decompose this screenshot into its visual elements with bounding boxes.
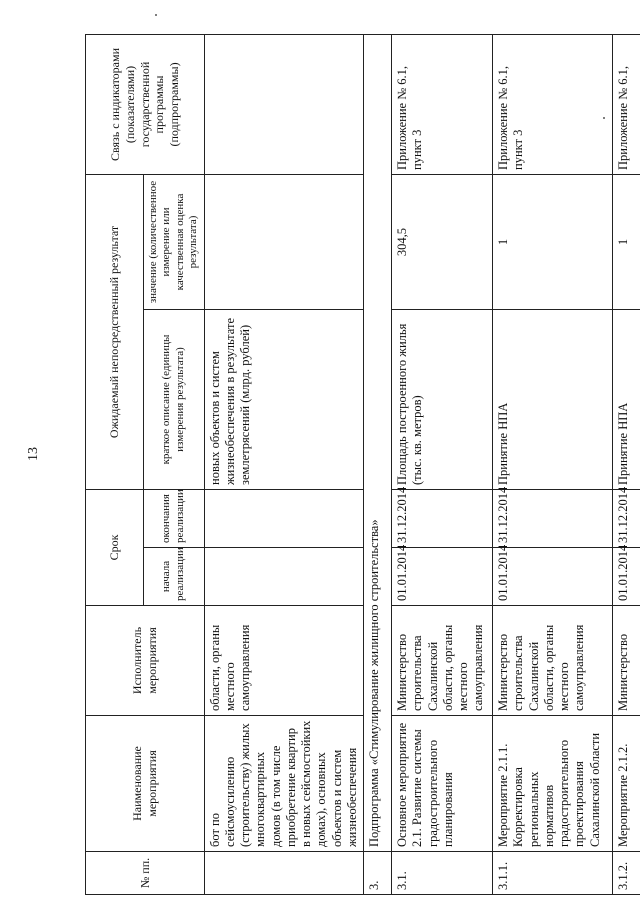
rotated-table-area xyxy=(85,35,630,895)
cell-result-short: новых объектов и систем жизнеобеспечения в результате землетрясений (млрд. рублей) xyxy=(204,310,364,490)
cell-executor: Министерство строительства Сахалинской области, органы местного самоуправления xyxy=(493,606,613,716)
table-row xyxy=(392,34,493,894)
cell-name: бот по сейсмоусилению (строительству) жилых многоквартирных домов (в том числе приобретение квартир в новых сейсмостойких домах), основных объектов и систем жизнеобеспечения xyxy=(204,716,364,852)
section-row xyxy=(364,34,392,894)
table-row xyxy=(613,34,640,894)
table-row xyxy=(493,34,613,894)
cell-name: Мероприятие 2.1.1. Корректировка региональных нормативов градостроительного проектирования Сахалинской области xyxy=(493,716,613,852)
cell-result-value: 304,5 xyxy=(392,174,493,309)
header-term-start: начала реализации xyxy=(144,548,205,606)
cell-result-short: Принятие НПА xyxy=(493,310,613,490)
header-term: Срок xyxy=(86,490,144,606)
cell-link xyxy=(204,34,364,174)
header-result-value: значение (количественное измерение или качественная оценка результата) xyxy=(144,174,205,309)
cell-start: 01.01.2014 xyxy=(392,548,493,606)
cell-executor: области, органы местного самоуправления xyxy=(204,606,364,716)
cell-start: 01.01.2014 xyxy=(493,548,613,606)
cell-end: 31.12.2014 xyxy=(613,490,640,548)
cell-end: 31.12.2014 xyxy=(392,490,493,548)
cell-start xyxy=(204,548,364,606)
header-link: Связь с индикаторами (показателями) государственной программы (подпрограммы) xyxy=(86,34,205,174)
cell-result-value: 1 xyxy=(493,174,613,309)
cell-executor: Министерство строительства Сахалинской области, органы местного самоуправления xyxy=(392,606,493,716)
header-row-1 xyxy=(86,34,144,894)
header-num: № пп. xyxy=(86,852,205,895)
cell-end xyxy=(204,490,364,548)
cell-name: Мероприятие 2.1.2. xyxy=(613,716,640,852)
cell-end: 31.12.2014 xyxy=(493,490,613,548)
cell-result-value: 1 xyxy=(613,174,640,309)
header-executor: Исполнитель мероприятия xyxy=(86,606,205,716)
section-title: Подпрограмма «Стимулирование жилищного строительства» xyxy=(364,34,392,851)
cell-num: 3. xyxy=(364,852,392,895)
cell-link: Приложение № 6.1, пункт 3 xyxy=(392,34,493,174)
cell-result-short: Площадь построенного жилья (тыс. кв. метров) xyxy=(392,310,493,490)
cell-num xyxy=(204,852,364,895)
scan-speck xyxy=(155,14,157,16)
events-table xyxy=(85,34,640,895)
cell-start: 01.01.2014 xyxy=(613,548,640,606)
header-term-end: окончания реализации xyxy=(144,490,205,548)
cell-result-value xyxy=(204,174,364,309)
cell-executor: Министерство xyxy=(613,606,640,716)
cell-num: 3.1. xyxy=(392,852,493,895)
cell-link: Приложение № 6.1, xyxy=(613,34,640,174)
cell-num: 3.1.1. xyxy=(493,852,613,895)
header-result-short: краткое описание (единицы измерения результата) xyxy=(144,310,205,490)
cell-link: Приложение № 6.1, пункт 3 xyxy=(493,34,613,174)
page-number: 13 xyxy=(26,447,41,461)
cell-num: 3.1.2. xyxy=(613,852,640,895)
table-row xyxy=(204,34,364,894)
cell-name: Основное мероприятие 2.1. Развитие системы градостроительного планирования xyxy=(392,716,493,852)
header-name: Наименование мероприятия xyxy=(86,716,205,852)
table-container xyxy=(85,35,630,895)
header-result: Ожидаемый непосредственный результат xyxy=(86,174,144,489)
cell-result-short: Принятие НПА xyxy=(613,310,640,490)
